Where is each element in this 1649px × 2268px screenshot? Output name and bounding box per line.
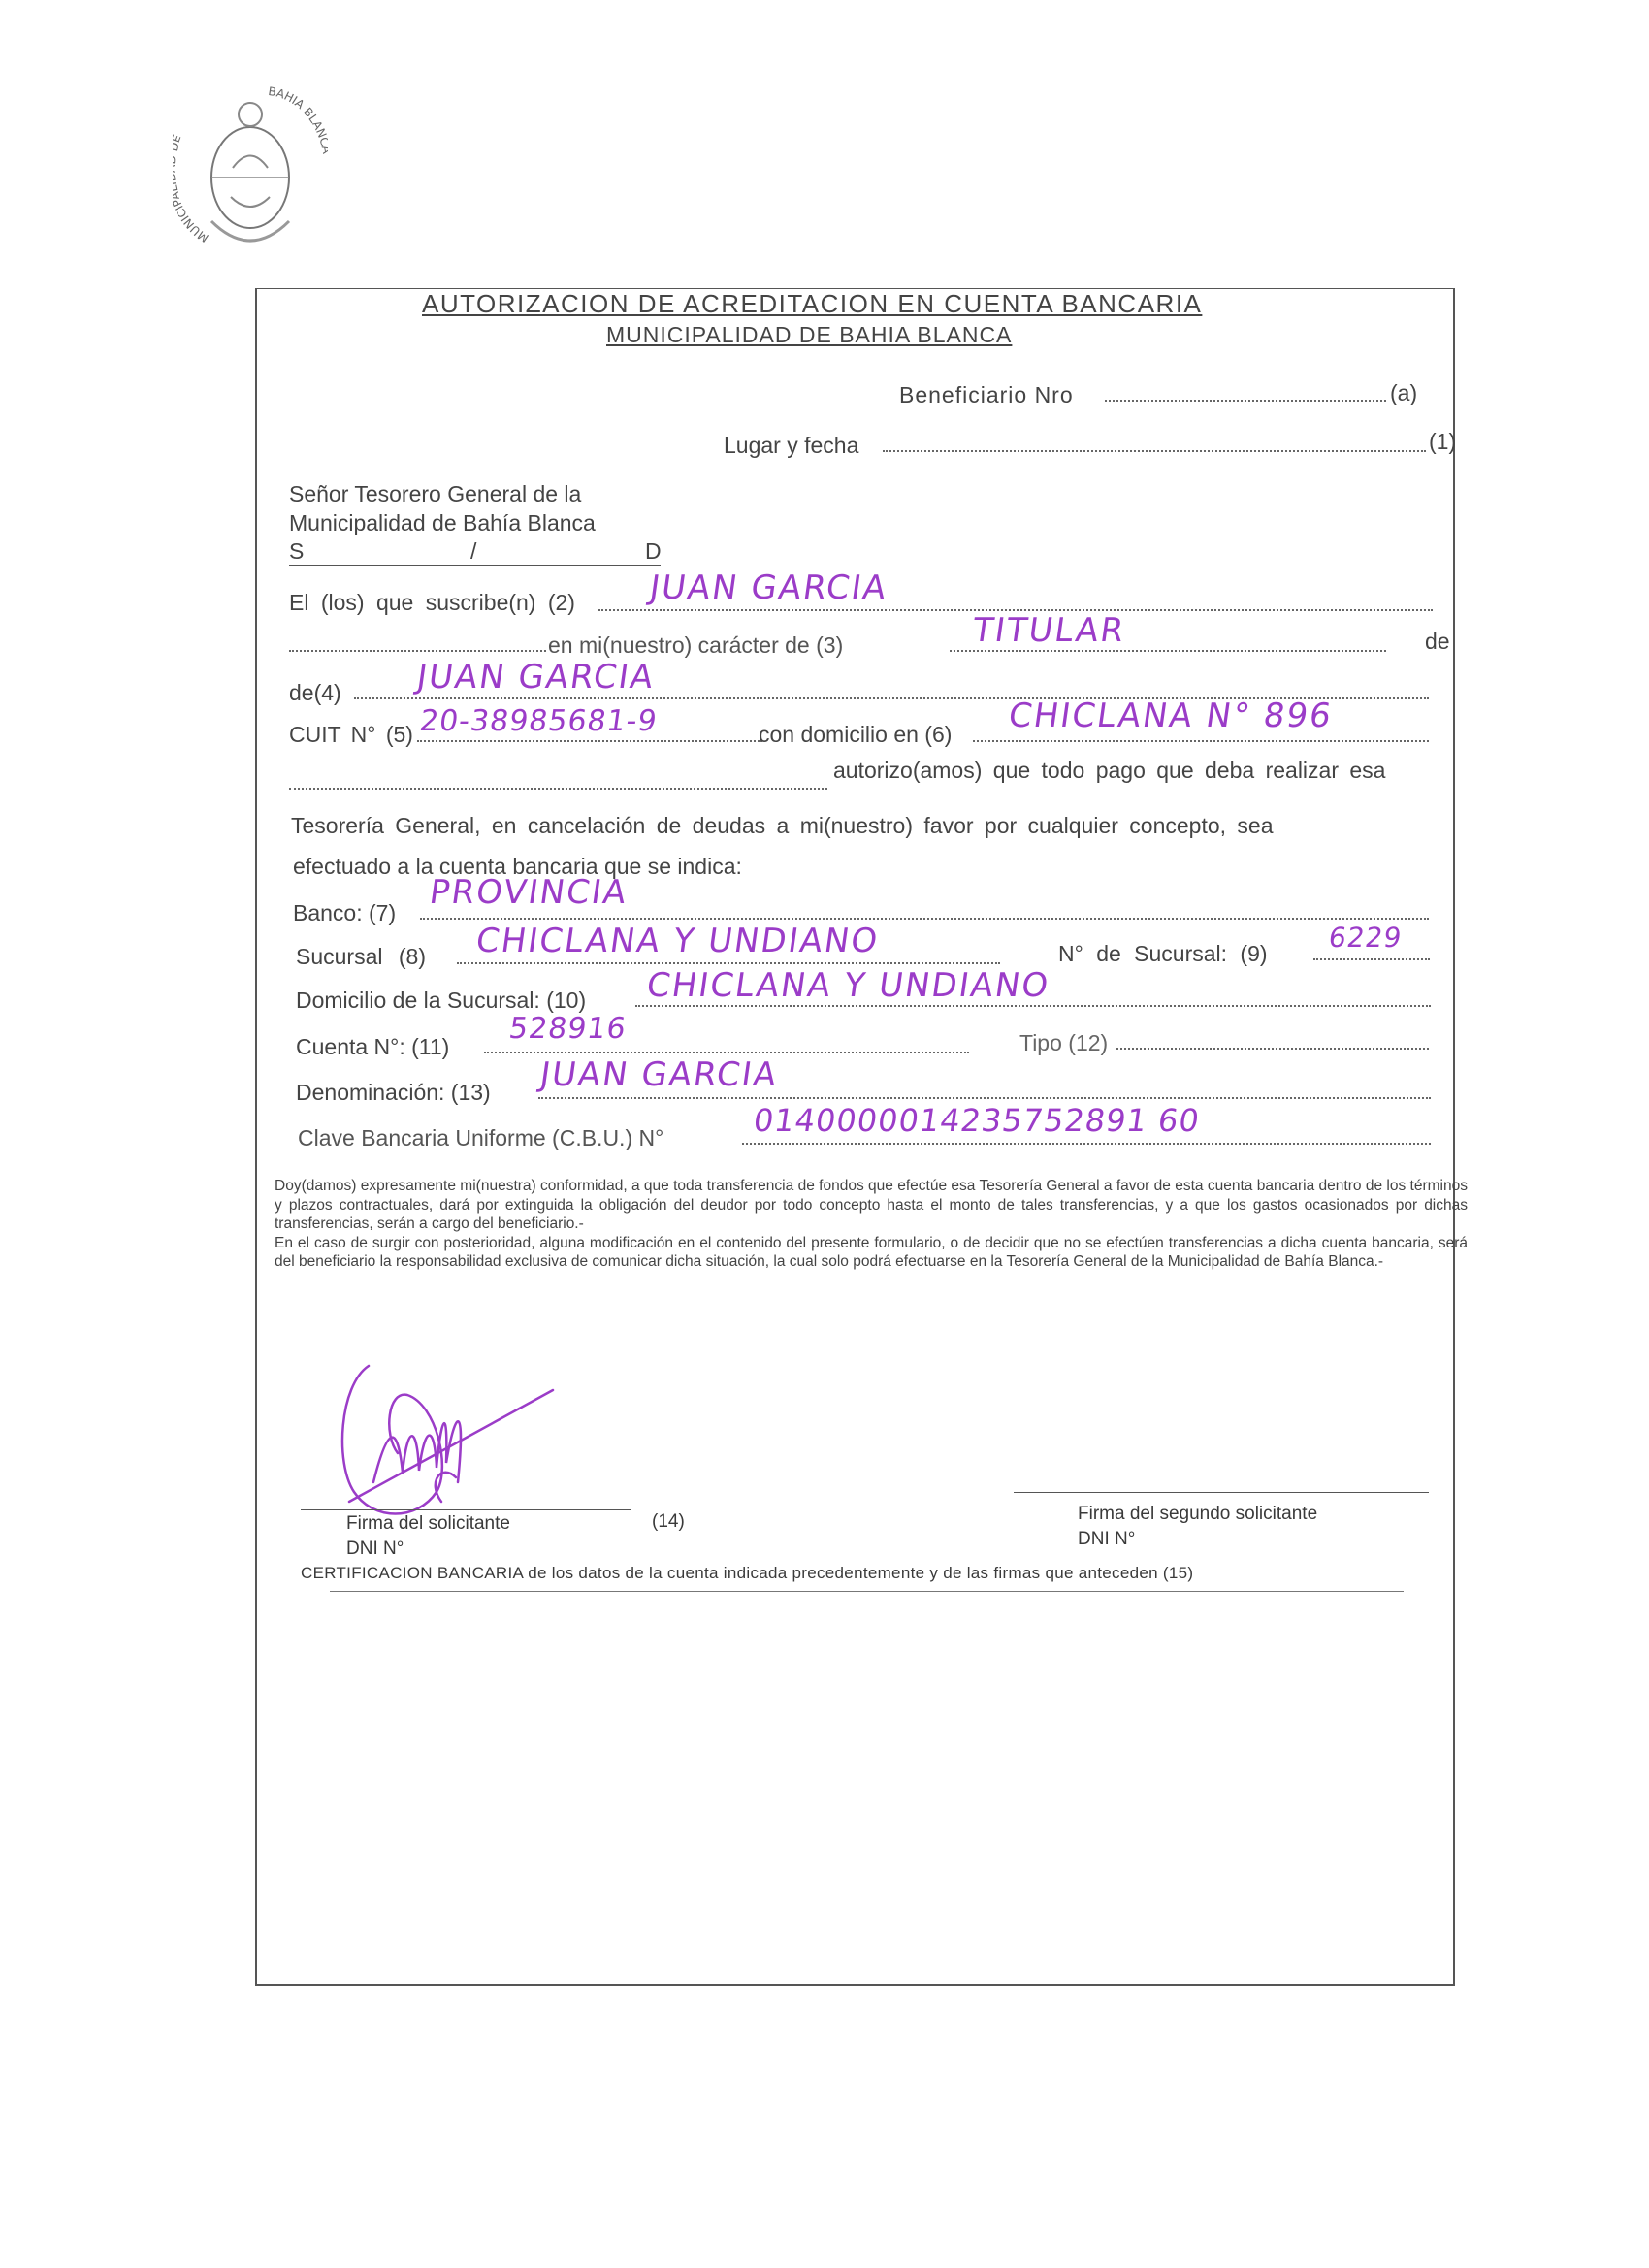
banco-field[interactable] (420, 918, 1429, 920)
cuenta-value: 528916 (506, 1012, 629, 1046)
denominacion-value: JUAN GARCIA (537, 1055, 781, 1094)
legal-paragraph-2: En el caso de surgir con posterioridad, alguna modificación en el contenido del presente formulario, o de decidir que no se efectúen transferencias a dicha cuenta bancaria, será del beneficiario la responsabilidad exclusiva de comunicar dicha situación, la cual solo podrá efectuarse en la Tesorería General de la Municipalidad de Bahía Blanca.- (275, 1234, 1468, 1270)
addressee-line2: Municipalidad de Bahía Blanca (289, 510, 596, 535)
suscribe-label: El (los) que suscribe(n) (2) (289, 590, 575, 615)
caracter-value: TITULAR (970, 611, 1128, 650)
tipo-field[interactable] (1116, 1048, 1429, 1050)
sd-underline (289, 565, 661, 566)
firma1-label: Firma del solicitante (346, 1513, 510, 1534)
nro-sucursal-label: N° de Sucursal: (9) (1058, 941, 1268, 966)
autorizo-leading-dots (289, 788, 827, 790)
seal-top-text: MUNICI (173, 203, 211, 245)
signature-drawing (330, 1346, 563, 1540)
dni2-label: DNI N° (1078, 1529, 1136, 1549)
municipal-seal (173, 76, 328, 270)
certificacion-line (330, 1591, 1404, 1592)
domicilio-label: con domicilio en (6) (759, 722, 953, 747)
de4-value: JUAN GARCIA (414, 658, 658, 697)
nro-sucursal-field[interactable] (1313, 958, 1430, 960)
legal-paragraph-1: Doy(damos) expresamente mi(nuestra) conformidad, a que toda transferencia de fondos que efectúe esa Tesorería General a favor de esta cuenta bancaria dentro de los términos y plazos contractuales, dará por extinguida la obligación del deudor por todo concepto hasta el monto de tales transferencias, y a que los gastos ocasionados por dichas transferencias, serán a cargo del beneficiario.- (275, 1178, 1468, 1232)
caracter-leading-dots (289, 650, 546, 652)
lugar-fecha-field[interactable] (883, 450, 1426, 452)
cbu-label: Clave Bancaria Uniforme (C.B.U.) N° (298, 1125, 664, 1150)
form-title: AUTORIZACION DE ACREDITACION EN CUENTA BANCARIA (422, 289, 1203, 318)
domicilio-field[interactable] (973, 740, 1429, 742)
seal-bottom-text: BAHIA BLAN (267, 83, 328, 141)
cbu-value: 0140000014235752891 60 (751, 1102, 1203, 1139)
lugar-fecha-ref: (1) (1429, 429, 1457, 454)
nro-sucursal-value: 6229 (1326, 922, 1405, 954)
banco-value: PROVINCIA (427, 873, 630, 912)
domicilio-sucursal-value: CHICLANA Y UNDIANO (644, 966, 1052, 1005)
tipo-label: Tipo (12) (1019, 1030, 1109, 1055)
addressee-line1: Señor Tesorero General de la (289, 481, 582, 506)
caracter-field[interactable] (950, 650, 1386, 652)
sucursal-field[interactable] (457, 962, 1000, 964)
domicilio-sucursal-field[interactable] (635, 1005, 1431, 1007)
svg-text:BAHIA BLANCA (268, 84, 328, 155)
caracter-label: en mi(nuestro) carácter de (3) (548, 632, 844, 658)
sucursal-label: Sucursal (8) (296, 944, 426, 969)
firma2-label: Firma del segundo solicitante (1078, 1504, 1318, 1524)
dni1-label: DNI N° (346, 1539, 404, 1559)
firma1-ref: (14) (652, 1511, 685, 1532)
beneficiario-label: Beneficiario Nro (899, 382, 1074, 407)
form-subtitle: MUNICIPALIDAD DE BAHIA BLANCA (606, 322, 1013, 347)
sd-s: S (289, 538, 305, 564)
cuenta-label: Cuenta N°: (11) (296, 1034, 450, 1059)
cuit-field[interactable] (417, 740, 762, 742)
svg-text:MUNICIPALIDAD DE (173, 133, 211, 244)
de4-label: de(4) (289, 680, 341, 705)
cbu-field[interactable] (742, 1143, 1431, 1145)
beneficiario-ref: (a) (1390, 380, 1418, 405)
cuenta-field[interactable] (484, 1052, 969, 1053)
certificacion-label: CERTIFICACION BANCARIA de los datos de la cuenta indicada precedentemente y de las firmas que anteceden (15) (301, 1564, 1194, 1582)
legal-text-block (275, 1177, 1468, 1272)
lugar-fecha-label: Lugar y fecha (724, 433, 859, 458)
denominacion-field[interactable] (538, 1097, 1431, 1099)
signature-line-1 (301, 1509, 630, 1510)
banco-label: Banco: (7) (293, 900, 397, 925)
sd-slash: / (470, 538, 477, 564)
body-line1: Tesorería General, en cancelación de deudas a mi(nuestro) favor por cualquier concepto, sea (291, 813, 1274, 838)
sucursal-value: CHICLANA Y UNDIANO (473, 922, 882, 960)
cuit-value: 20-38985681-9 (417, 704, 661, 738)
sd-d: D (645, 538, 662, 564)
signature-line-2 (1014, 1492, 1429, 1493)
denominacion-label: Denominación: (13) (296, 1080, 491, 1105)
autorizo-label: autorizo(amos) que todo pago que deba realizar esa (833, 758, 1386, 783)
suscribe-value: JUAN GARCIA (647, 568, 890, 607)
domicilio-sucursal-label: Domicilio de la Sucursal: (10) (296, 988, 587, 1013)
body-line2: efectuado a la cuenta bancaria que se indica: (293, 854, 742, 879)
de-label: de (1425, 629, 1450, 654)
cuit-label: CUIT N° (5) (289, 722, 413, 747)
domicilio-value: CHICLANA N° 896 (1006, 697, 1336, 735)
authorization-form (255, 288, 1468, 1986)
beneficiario-field[interactable] (1105, 400, 1386, 402)
